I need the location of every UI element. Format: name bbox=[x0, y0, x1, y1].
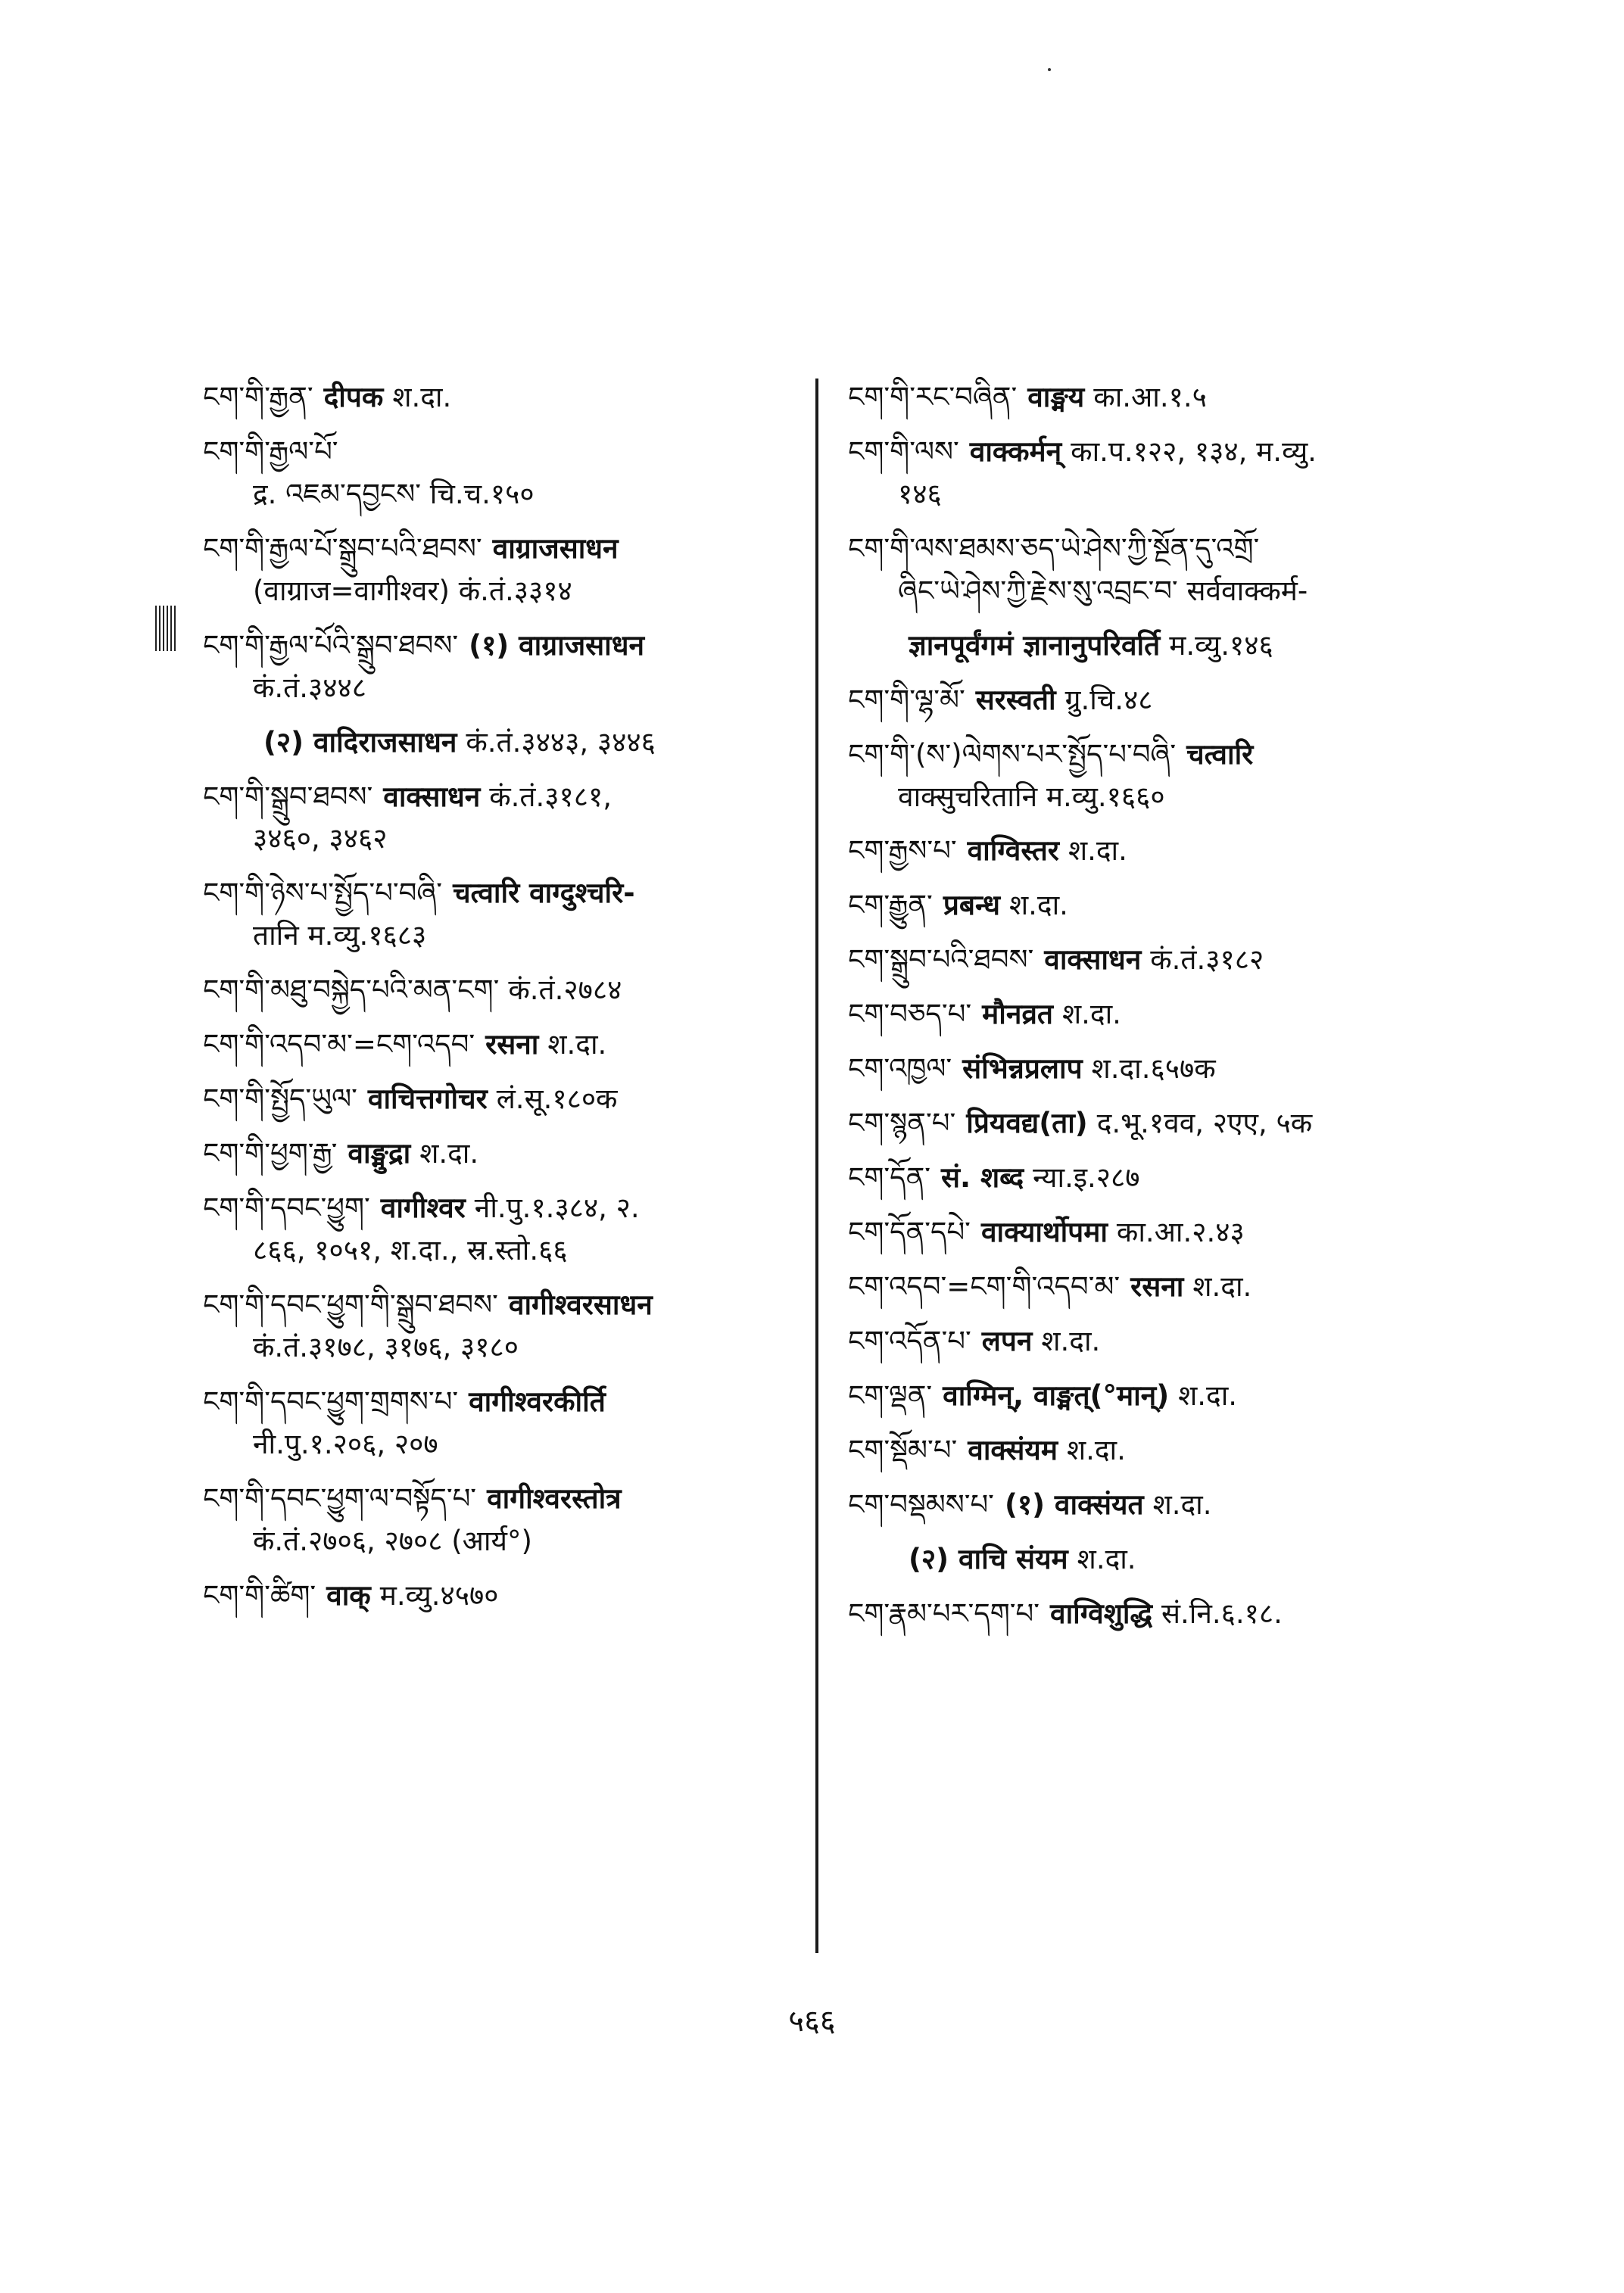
dictionary-entry bbox=[203, 1026, 809, 1064]
reference: श.दा. bbox=[1178, 1379, 1238, 1412]
reference: का.आ.१.५ bbox=[1093, 381, 1207, 413]
sanskrit-equivalent: मौनव्रत bbox=[982, 998, 1054, 1031]
sanskrit-equivalent: वागीश्वरसाधन bbox=[508, 1288, 653, 1321]
dictionary-entry bbox=[848, 1432, 1454, 1469]
reference: श.दा. bbox=[1068, 834, 1127, 868]
sanskrit-equivalent: चत्वारि bbox=[1186, 737, 1254, 771]
reference: श.दा.६५७क bbox=[1091, 1052, 1216, 1086]
dictionary-entry bbox=[848, 1595, 1454, 1633]
dictionary-entry bbox=[848, 1159, 1454, 1197]
tibetan-headword: ངག་འདབ་=ངག་གི་འདབ་མ་ bbox=[848, 1270, 1121, 1303]
reference: श.दा. bbox=[419, 1137, 479, 1170]
sanskrit-equivalent: दीपक bbox=[323, 381, 384, 413]
entry-continuation: कं.तं.३४४८ bbox=[253, 671, 366, 704]
dictionary-entry bbox=[848, 627, 1454, 665]
dictionary-entry bbox=[848, 1541, 1454, 1578]
tibetan-headword: ངག་གི་ལས་ཐམས་ཅད་ཡེ་ཤེས་ཀྱི་སྔོན་དུ་འགྲོ་ bbox=[848, 531, 1260, 565]
reference: ग्रु.चि.४८ bbox=[1064, 683, 1153, 716]
reference: द.भू.१वव, २एए, ५क bbox=[1096, 1107, 1313, 1140]
reference: का.प.१२२, १३४, म.व्यु. bbox=[1071, 435, 1317, 468]
reference: श.दा. bbox=[1077, 1542, 1136, 1575]
tibetan-headword: ངག་གི་དབང་ཕྱུག་གྲགས་པ་ bbox=[203, 1385, 459, 1418]
sanskrit-equivalent: चत्वारि वाग्दुश्चरि- bbox=[453, 877, 635, 910]
entry-continuation: ३४६०, ३४६२ bbox=[253, 822, 388, 855]
dictionary-entry bbox=[848, 1213, 1454, 1251]
reference: म.व्यु.४५७० bbox=[379, 1578, 499, 1612]
tibetan-headword: ངག་གི་དབང་ཕྱུག་ bbox=[203, 1192, 370, 1224]
sanskrit-equivalent: वागीश्वरस्तोत्र bbox=[487, 1481, 622, 1515]
sanskrit-equivalent: वाग्विशुद्धि bbox=[1050, 1597, 1153, 1630]
sanskrit-equivalent: वाग्विस्तर bbox=[967, 834, 1059, 868]
dictionary-entry bbox=[848, 995, 1454, 1033]
reference: श.दा. bbox=[1192, 1270, 1252, 1303]
sanskrit-equivalent: वाक् bbox=[326, 1578, 371, 1612]
reference: श.दा. bbox=[1066, 1433, 1126, 1466]
tibetan-headword: ངག་འདོན་པ་ bbox=[848, 1324, 971, 1357]
entry-continuation: १४६ bbox=[898, 477, 942, 510]
tibetan-headword: ངག་གི་རྒྱན་ bbox=[203, 381, 313, 413]
reference: कं.तं.३१८१, bbox=[489, 780, 612, 813]
dictionary-entry bbox=[203, 724, 809, 762]
dictionary-entry bbox=[848, 736, 1454, 816]
sanskrit-equivalent: (२) वाचि संयम bbox=[909, 1542, 1068, 1575]
dictionary-entry bbox=[848, 530, 1454, 610]
reference: म.व्यु.१४६ bbox=[1169, 628, 1273, 662]
dictionary-entry bbox=[203, 971, 809, 1009]
tibetan-headword: ངག་གི་རྒྱལ་པོ་ bbox=[203, 435, 338, 468]
sanskrit-equivalent: संभिन्नप्रलाप bbox=[962, 1052, 1083, 1086]
reference: का.आ.२.४३ bbox=[1116, 1216, 1245, 1248]
sanskrit-equivalent: प्रबन्ध bbox=[943, 889, 1001, 922]
reference: श.दा. bbox=[1009, 889, 1068, 922]
reference: कं.तं.२७८४ bbox=[508, 974, 622, 1007]
sanskrit-equivalent: वाक्साधन bbox=[383, 780, 481, 813]
reference: सं.नि.६.१८. bbox=[1161, 1597, 1283, 1630]
sanskrit-equivalent: लपन bbox=[981, 1324, 1033, 1357]
dictionary-entry bbox=[848, 433, 1454, 513]
entry-continuation: कं.तं.२७०६, २७०८ (आर्य°) bbox=[253, 1524, 532, 1557]
sanskrit-equivalent: वाक्यार्थोपमा bbox=[980, 1216, 1108, 1248]
right-column bbox=[848, 379, 1454, 1650]
reference: न्या.इ.२८७ bbox=[1033, 1161, 1140, 1195]
tibetan-headword: ངག་སྒྲུབ་པའི་ཐབས་ bbox=[848, 943, 1034, 977]
dictionary-entry bbox=[848, 1323, 1454, 1360]
entry-continuation: (वाग्राज=वागीश्वर) कं.तं.३३१४ bbox=[253, 574, 572, 607]
tibetan-headword: ངག་རྣམ་པར་དག་པ་ bbox=[848, 1597, 1040, 1630]
tibetan-headword: ངག་གི་ཕྱག་རྒྱ་ bbox=[203, 1137, 338, 1170]
tibetan-headword: ངག་དོན་དཔེ་ bbox=[848, 1216, 971, 1248]
tibetan-headword: ངག་དོན་ bbox=[848, 1161, 931, 1195]
tibetan-headword: ངག་གི་སྒྲུབ་ཐབས་ bbox=[203, 780, 373, 813]
dictionary-entry bbox=[203, 1383, 809, 1463]
tibetan-headword: ངག་གི་ལྷ་མོ་ bbox=[848, 683, 965, 716]
dictionary-entry bbox=[848, 681, 1454, 719]
entry-continuation: नी.पु.१.२०६, २०७ bbox=[253, 1427, 438, 1460]
dictionary-entry bbox=[848, 886, 1454, 924]
dictionary-entry bbox=[203, 874, 809, 955]
dictionary-entry bbox=[203, 1577, 809, 1615]
sanskrit-equivalent: प्रियवद्य(ता) bbox=[966, 1107, 1088, 1140]
tibetan-headword: ངག་གི་སྤྱོད་ཡུལ་ bbox=[203, 1083, 357, 1116]
sanskrit-equivalent: (१) वाक्संयत bbox=[1004, 1488, 1144, 1521]
sanskrit-equivalent: वाचित्तगोचर bbox=[367, 1083, 488, 1116]
sanskrit-equivalent: रसना bbox=[1130, 1270, 1184, 1303]
entry-continuation: ८६६, १०५१, श.दा., स्र.स्तो.६६ bbox=[253, 1233, 568, 1266]
sanskrit-equivalent: ज्ञानपूर्वंगमं ज्ञानानुपरिवर्ति bbox=[909, 628, 1161, 662]
dictionary-entry bbox=[848, 1486, 1454, 1524]
entry-continuation: कं.तं.३१७८, ३१७६, ३१८० bbox=[253, 1330, 519, 1363]
reference: कं.तं.३१८२ bbox=[1150, 943, 1264, 977]
dictionary-entry bbox=[848, 1104, 1454, 1142]
dictionary-entry bbox=[203, 433, 809, 513]
tibetan-headword: ངག་གི་རྒྱལ་པོ་སྒྲུབ་པའི་ཐབས་ bbox=[203, 531, 482, 565]
tibetan-headword: ངག་གི་དབང་ཕྱུག་གི་སྒྲུབ་ཐབས་ bbox=[203, 1288, 498, 1321]
tibetan-headword: ངག་ལྡན་ bbox=[848, 1379, 933, 1412]
dictionary-entry bbox=[848, 1377, 1454, 1415]
sanskrit-equivalent: सं. शब्द bbox=[941, 1161, 1024, 1195]
tibetan-headword: ངག་གི་དབང་ཕྱུག་ལ་བསྟོད་པ་ bbox=[203, 1481, 477, 1515]
tibetan-headword: ངག་གི་ལས་ bbox=[848, 435, 959, 468]
column-divider bbox=[815, 379, 818, 1953]
tibetan-headword: ངག་འཁྱལ་ bbox=[848, 1052, 952, 1086]
sanskrit-equivalent: वाग्राजसाधन bbox=[492, 531, 619, 565]
dictionary-entry bbox=[203, 1189, 809, 1270]
reference: श.दा. bbox=[392, 381, 452, 413]
tibetan-headword: ངག་གི་རང་བཞིན་ bbox=[848, 381, 1018, 413]
sanskrit-equivalent: वाङ्मुद्रा bbox=[348, 1137, 411, 1170]
reference: श.दा. bbox=[1152, 1488, 1212, 1521]
entry-continuation: ཞིང་ཡེ་ཤེས་ཀྱི་རྗེས་སུ་འབྲང་བ་ सर्ववाक्कर्म- bbox=[898, 574, 1308, 607]
sanskrit-equivalent: (१) वाग्राजसाधन bbox=[469, 628, 645, 662]
sanskrit-equivalent: सरस्वती bbox=[975, 683, 1056, 716]
reference: लं.सू.१८०क bbox=[496, 1083, 618, 1116]
left-column bbox=[203, 379, 809, 1631]
dictionary-entry bbox=[203, 1080, 809, 1118]
speck bbox=[1048, 68, 1051, 71]
entry-continuation: तानि म.व्यु.१६८३ bbox=[253, 919, 427, 952]
sanskrit-equivalent: (२) वादिराजसाधन bbox=[263, 725, 457, 759]
sanskrit-equivalent: वाक्साधन bbox=[1044, 943, 1142, 977]
page-number: ५६६ bbox=[788, 2004, 836, 2039]
tibetan-headword: ངག་གི་འདབ་མ་=ངག་འདབ་ bbox=[203, 1028, 475, 1061]
tibetan-headword: ངག་རྒྱུན་ bbox=[848, 889, 933, 922]
dictionary-entry bbox=[848, 379, 1454, 416]
sanskrit-equivalent: वाग्मिन्, वाङ्मत्(°मान्) bbox=[943, 1379, 1170, 1412]
tibetan-headword: ངག་གི་ཚིག་ bbox=[203, 1578, 316, 1612]
dictionary-entry bbox=[203, 530, 809, 610]
tibetan-headword: ངག་སྡོམ་པ་ bbox=[848, 1433, 958, 1466]
tibetan-headword: ངག་བཅད་པ་ bbox=[848, 998, 972, 1031]
reference: श.दा. bbox=[1041, 1324, 1101, 1357]
tibetan-headword: ངག་གི་(ས་)ལེགས་པར་སྤྱོད་པ་བཞི་ bbox=[848, 737, 1177, 771]
sanskrit-equivalent: वागीश्वरकीर्ति bbox=[469, 1385, 606, 1418]
margin-mark bbox=[155, 606, 176, 651]
dictionary-entry bbox=[203, 1286, 809, 1366]
sanskrit-equivalent: वागीश्वर bbox=[380, 1192, 466, 1224]
dictionary-entry bbox=[203, 1480, 809, 1560]
dictionary-entry bbox=[203, 778, 809, 858]
reference: श.दा. bbox=[1062, 998, 1121, 1031]
tibetan-headword: ངག་གི་མཐུ་བསྐྱེད་པའི་མན་ངག་ bbox=[203, 974, 500, 1007]
tibetan-headword: ངག་བསྡམས་པ་ bbox=[848, 1488, 994, 1521]
dictionary-entry bbox=[848, 1050, 1454, 1088]
reference: श.दा. bbox=[547, 1028, 607, 1061]
dictionary-entry bbox=[848, 1268, 1454, 1306]
dictionary-entry bbox=[203, 379, 809, 416]
tibetan-headword: ངག་གི་རྒྱལ་པོའི་སྒྲུབ་ཐབས་ bbox=[203, 628, 459, 662]
dictionary-entry bbox=[848, 832, 1454, 870]
tibetan-headword: ངག་རྒྱས་པ་ bbox=[848, 834, 957, 868]
sanskrit-equivalent: वाक्संयम bbox=[968, 1433, 1058, 1466]
entry-continuation: द्र. འཇམ་དབྱངས་ चि.च.१५० bbox=[253, 477, 535, 510]
sanskrit-equivalent: वाक्कर्मन् bbox=[969, 435, 1062, 468]
sanskrit-equivalent: रसना bbox=[485, 1028, 539, 1061]
sanskrit-equivalent: वाङ्मय bbox=[1027, 381, 1085, 413]
dictionary-entry bbox=[203, 627, 809, 707]
reference: कं.तं.३४४३, ३४४६ bbox=[466, 725, 656, 759]
dictionary-entry bbox=[203, 1135, 809, 1173]
tibetan-headword: ངག་སྙན་པ་ bbox=[848, 1107, 956, 1140]
reference: नी.पु.१.३८४, २. bbox=[474, 1192, 640, 1224]
dictionary-entry bbox=[848, 941, 1454, 979]
entry-continuation: वाक्सुचरितानि म.व्यु.१६६० bbox=[898, 780, 1165, 813]
tibetan-headword: ངག་གི་ཉེས་པ་སྤྱོད་པ་བཞི་ bbox=[203, 877, 443, 910]
